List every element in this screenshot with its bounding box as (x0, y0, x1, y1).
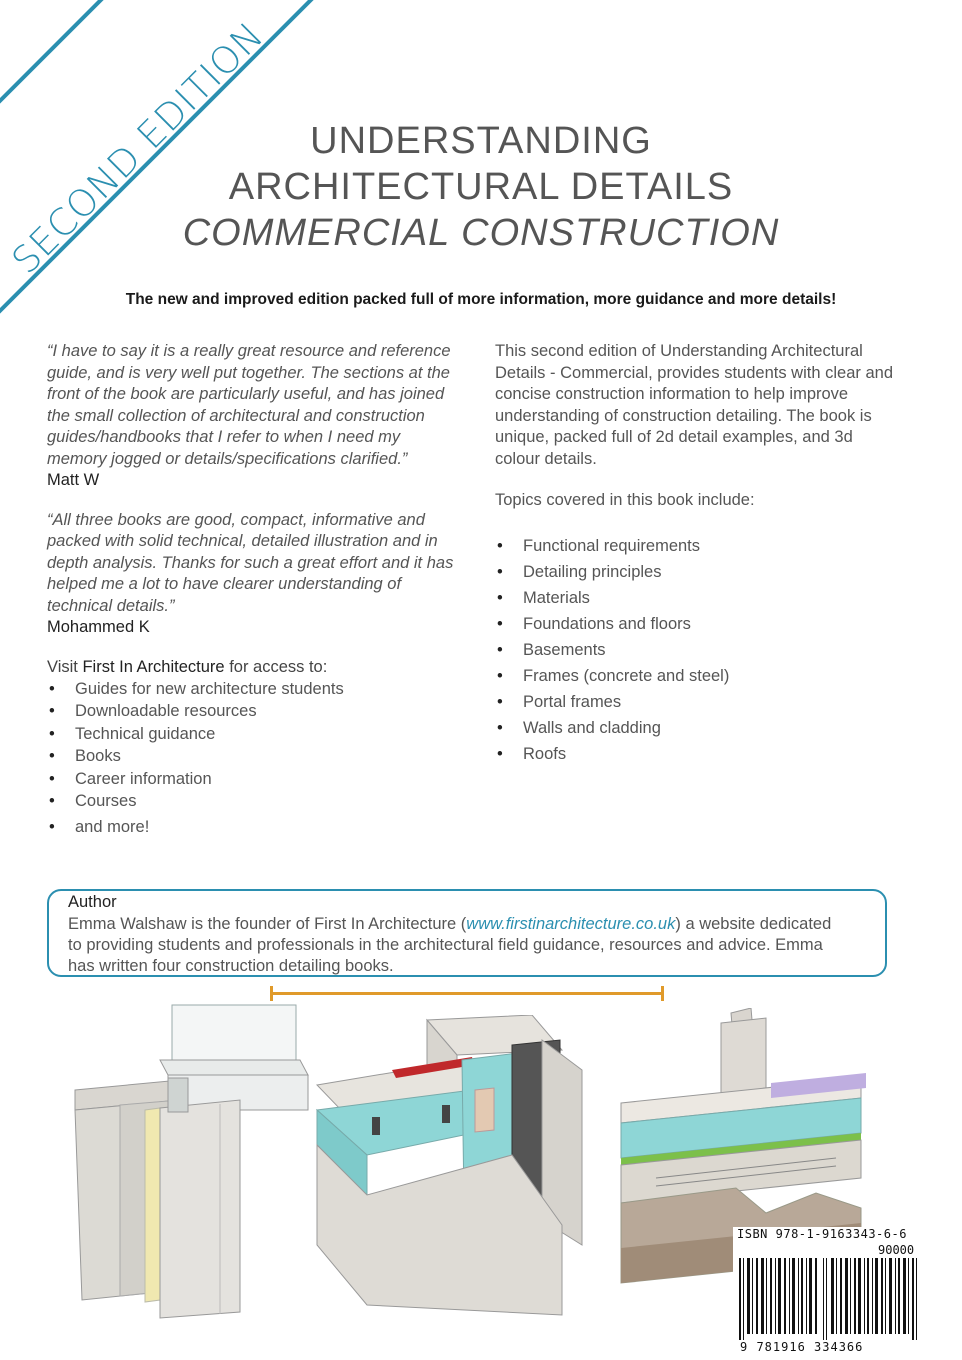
topics-list (495, 533, 895, 767)
list-item: • Functional requirements (495, 533, 895, 559)
testimonial-quote: “I have to say it is a really great resource and reference guide, and is very well put together. The sections at the front of the book are particularly useful, and has joined the small collection of architectural and construction guides/handbooks that I refer to when I need my memory jogged or details/specifications clarified.” (47, 342, 451, 468)
list-item: • and more! (47, 816, 457, 838)
testimonial-author: Mohammed K (47, 618, 150, 636)
list-item: • Roofs (495, 741, 895, 767)
author-heading: Author (68, 893, 117, 911)
list-item: • Materials (495, 585, 895, 611)
list-item: • Walls and cladding (495, 715, 895, 741)
author-bio-end: ) a website dedicated to providing students and professionals in the architectural field guidance, resources and advice. Emma has written four construction detailing books. (68, 915, 832, 975)
list-item: • Detailing principles (495, 559, 895, 585)
visit-suffix: for access to: (224, 657, 328, 676)
visit-line (47, 657, 457, 679)
cladding-detail-illustration (60, 1000, 310, 1320)
list-item: • Downloadable resources (47, 700, 457, 722)
resources-list (47, 678, 457, 839)
title-line-2: ARCHITECTURAL DETAILS (228, 166, 734, 208)
visit-prefix: Visit (47, 657, 83, 676)
testimonial-quote: “All three books are good, compact, informative and packed with solid technical, detailed illustration and in depth analysis. Thanks for such a great effort and it has helped me a lot to have clearer understanding of technical details.” (47, 510, 454, 615)
list-item: • Career information (47, 768, 457, 790)
dimension-line (271, 992, 663, 995)
author-bio (68, 914, 838, 977)
description-column (495, 341, 895, 767)
tagline: The new and improved edition packed full of more information, more guidance and more details! (125, 291, 837, 308)
banner-line-top (0, 0, 134, 111)
list-item: • Frames (concrete and steel) (495, 663, 895, 689)
list-item: • Guides for new architecture students (47, 678, 457, 700)
author-bio-start: Emma Walshaw is the founder of First In Architecture ( (68, 915, 467, 933)
edition-banner-text: SECOND EDITION (3, 13, 273, 283)
dimension-tick-right (661, 986, 664, 1001)
isbn-text: ISBN 978-1-9163343-6-6 (737, 1227, 907, 1241)
list-item: • Technical guidance (47, 723, 457, 745)
title-line-3: COMMERCIAL CONSTRUCTION (182, 212, 780, 254)
list-item: • Foundations and floors (495, 611, 895, 637)
price-code: 90000 (878, 1243, 915, 1257)
list-item: • Portal frames (495, 689, 895, 715)
list-item: • Courses (47, 790, 457, 812)
website-link[interactable]: www.firstinarchitecture.co.uk (466, 915, 676, 933)
book-description: This second edition of Understanding Architectural Details - Commercial, provides students with clear and concise construction information to help improve understanding of construction detailing. The book is unique, packed full of 2d detail examples, and 3d colour details. (495, 342, 893, 468)
barcode-icon (737, 1258, 927, 1340)
barcode-digits: 9 781916 334366 (740, 1340, 864, 1354)
testimonials-column (47, 341, 457, 839)
dimension-tick-left (270, 986, 273, 1001)
visit-brand: First In Architecture (82, 657, 225, 676)
roof-slab-detail-illustration (312, 1015, 612, 1320)
topics-intro: Topics covered in this book include: (495, 491, 755, 509)
list-item: • Books (47, 745, 457, 767)
title-line-1: UNDERSTANDING (310, 120, 652, 162)
list-item: • Basements (495, 637, 895, 663)
testimonial-author: Matt W (47, 471, 100, 489)
